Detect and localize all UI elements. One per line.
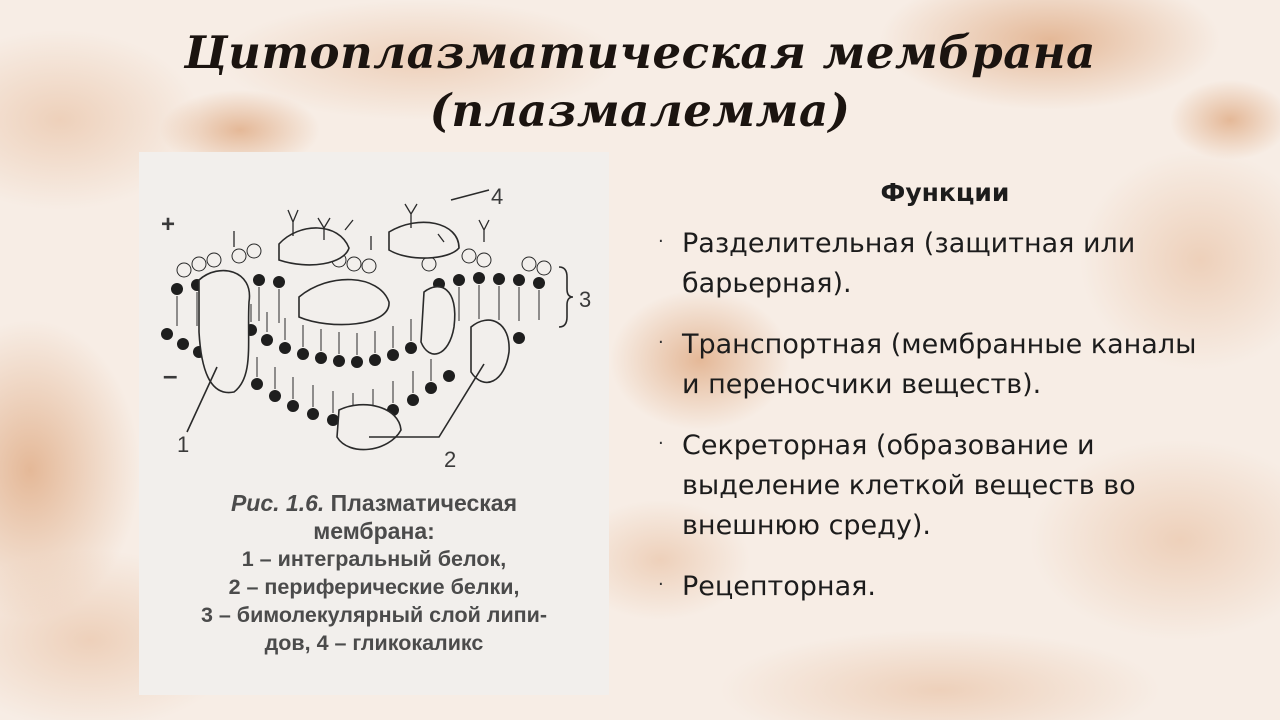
function-text: Рецепторная.: [682, 571, 876, 602]
caption-line4: 2 – периферические белки,: [228, 575, 520, 599]
label-3: 3: [579, 287, 592, 312]
plus-sign-label: +: [161, 211, 176, 238]
caption-line2: мембрана:: [313, 518, 435, 544]
figure-caption: [139, 489, 609, 657]
bullet-dot-icon: ·: [658, 231, 664, 252]
list-item: [656, 224, 1216, 304]
caption-line3: 1 – интегральный белок,: [241, 547, 507, 571]
caption-line6: дов, 4 – гликокаликс: [264, 631, 484, 655]
caption-figure-title: Плазматическая: [324, 490, 518, 516]
bullet-dot-icon: ·: [658, 332, 664, 353]
functions-panel: [656, 176, 1216, 628]
slide-title-line2: (плазмалемма): [429, 84, 851, 137]
caption-lead: [139, 489, 609, 517]
functions-list: [656, 224, 1216, 607]
slide-title: [0, 24, 1280, 140]
minus-sign-label: –: [163, 360, 178, 390]
membrane-figure: [139, 152, 609, 695]
caption-line5: 3 – бимолекулярный слой липи-: [200, 603, 548, 627]
function-text: Секреторная (образование и выделение клеткой веществ во внешнюю среду).: [682, 430, 1136, 541]
function-text: Транспортная (мембранные каналы и переносчики веществ).: [682, 329, 1197, 400]
caption-figure-number: Рис. 1.6.: [230, 490, 325, 516]
label-2: 2: [444, 447, 457, 472]
functions-heading: Функции: [880, 178, 1010, 207]
label-1: 1: [177, 432, 190, 457]
membrane-diagram: [139, 152, 609, 482]
list-item: [656, 567, 1216, 607]
slide-title-line1: Цитоплазматическая мембрана: [184, 26, 1096, 79]
bullet-dot-icon: ·: [658, 574, 664, 595]
list-item: [656, 325, 1216, 405]
label-4: 4: [491, 184, 504, 209]
list-item: [656, 426, 1216, 546]
function-text: Разделительная (защитная или барьерная).: [682, 228, 1136, 299]
bullet-dot-icon: ·: [658, 433, 664, 454]
